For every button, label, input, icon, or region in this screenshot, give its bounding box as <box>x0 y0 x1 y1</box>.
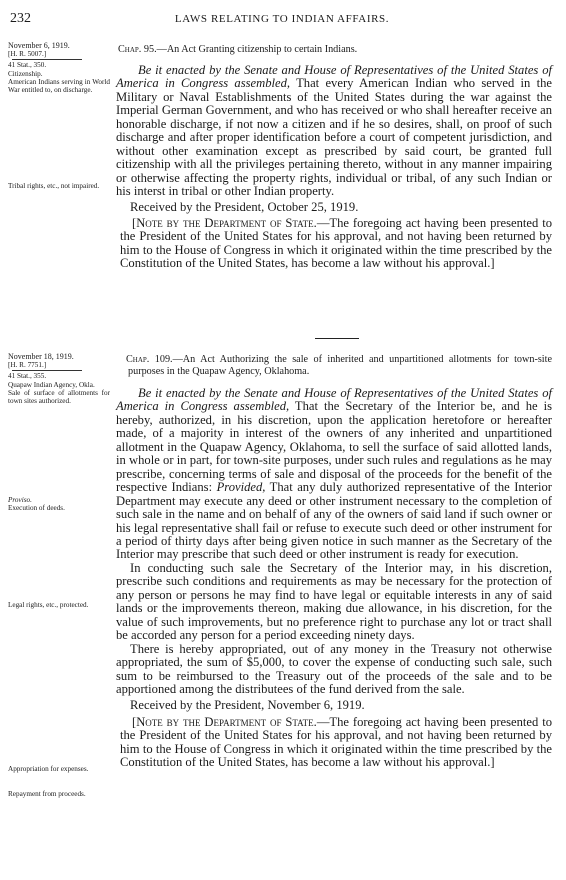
page-number: 232 <box>10 11 31 26</box>
chap109-note-label: [Note by the Department of State. <box>132 714 317 729</box>
chap109-body <box>116 354 552 770</box>
margin-rule <box>12 370 82 371</box>
margin-date: November 18, 1919. <box>8 352 74 361</box>
chap95-state-note <box>116 217 552 271</box>
chap95-note-label: [Note by the Department of State. <box>132 215 317 230</box>
chap109-enacting-clause: Be it enacted by the Senate and House of Representatives of the United States of America in Congress assembled, <box>116 386 552 414</box>
chap95-received: Received by the President, October 25, 1919. <box>130 199 359 214</box>
chap109-text-1: That the Secretary of the Interior be, and he is hereby, authorized, in his discretion, upon the application heretofore or hereafter made, of a majority in interest of the owners of any inherited and unpartitioned allotment in the Quapaw Agency, Oklahoma, to sell the surface of said allotted lands, in whole or in part, for town-site purposes, under such rules and regulations as he may prescribe, concerning terms of sale and disposal of the proceeds for the benefit of the respective Indians: <box>116 399 552 495</box>
margin-note-indians-war: American Indians serving in World War entitled to, on discharge. <box>8 77 110 95</box>
chap95-enacting-clause: Be it enacted by the Senate and House of Representatives of the United States of America in Congress assembled, <box>116 63 552 91</box>
chap109-text-2: That any duly authorized representative of the Interior Department may execute any deed or other instrument necessary to the completion of such sale in the name and on behalf of any of the owners of said land if such owner or his legal representative shall fail or refuse to execute such deed or other instrument for a period of thirty days after being given notice in such manner as the Secretary of the Interior may prescribe that such deed or other instrument is ready for execution. <box>116 480 552 562</box>
margin-note-appropriation: Appropriation for expenses. <box>8 765 89 773</box>
chap109-section-1 <box>116 387 552 562</box>
chap95-section <box>116 64 552 199</box>
running-title: LAWS RELATING TO INDIAN AFFAIRS. <box>174 13 390 25</box>
chap109-section-3: There is hereby appropriated, out of any money in the Treasury not otherwise appropriated, the sum of $5,000, to cover the expense of conducting such sale, such sum to be reimbursed to the Treasury out of the proceeds of the sale and to be apportioned among the distributees of the fund derived from the sale. <box>116 641 552 696</box>
margin-notes-chap109-repayment <box>8 790 110 798</box>
margin-notes-chap109-proviso <box>8 496 110 512</box>
chap109-state-note <box>116 716 552 770</box>
margin-notes-chap109 <box>8 353 110 405</box>
margin-note-legal-rights: Legal rights, etc., protected. <box>8 601 89 609</box>
chap95-text: That every American Indian who served in the Military or Naval Establishments of the United States during the war against the Imperial German Government, and who has received or who shall hereafter receive an honorable discharge, if not now a citizen and if he so desires, shall, on proof of such discharge and after proper identification before a court of competent jurisdiction, and without other examination except as prescribed by said court, be granted full citizenship with all the privileges pertaining thereto, without in any manner impairing or otherwise affecting the property rights, individual or tribal, of any such Indian or his interst in tribal or other Indian property. <box>116 76 552 199</box>
chap95-label: Chap. 95. <box>118 44 157 55</box>
margin-statute: 41 Stat., 350. <box>8 61 47 70</box>
chap95-body <box>116 44 552 271</box>
margin-note-tribal-rights: Tribal rights, etc., not impaired. <box>8 182 100 190</box>
margin-date: November 6, 1919. <box>8 41 70 50</box>
margin-note-sale-authorized: Sale of surface of allotments for town sites authorized. <box>8 388 110 406</box>
margin-bill-number: [H. R. 7751.] <box>8 361 47 370</box>
margin-rule <box>12 59 82 60</box>
chap109-section-2: In conducting such sale the Secretary of the Interior may, in his discretion, prescribe such conditions and requirements as may be necessary for the protection of any person or persons he may find to have legal or equitable interests in any of said lands or the improvements thereon, making due allowance, in his discretion, for the value of such improvements, but no preference right to purchase any lot or tract shall be accorded any person for a period exceeding ninety days. <box>116 560 552 643</box>
chap95-heading <box>116 44 552 56</box>
margin-notes-chap109-legal <box>8 601 110 609</box>
margin-proviso <box>8 496 110 504</box>
chap109-label: Chap. 109. <box>126 354 173 365</box>
margin-notes-chap95 <box>8 42 110 94</box>
margin-notes-chap95-tribal <box>8 182 110 190</box>
chap109-title: —An Act Authorizing the sale of inherited and unpartitioned allotments for town-site purposes in the Quapaw Agency, Oklahoma. <box>128 354 552 377</box>
running-head <box>10 11 554 27</box>
margin-notes-chap109-appropriation <box>8 765 110 773</box>
section-divider <box>315 338 359 339</box>
margin-note-repayment: Repayment from proceeds. <box>8 790 86 798</box>
margin-note-deeds: Execution of deeds. <box>8 504 65 513</box>
margin-proviso-label: Proviso. <box>8 496 32 504</box>
margin-bill-number: [H. R. 5007.] <box>8 50 47 59</box>
margin-note-citizenship: Citizenship. <box>8 69 43 78</box>
chap109-provided: Provided, <box>216 480 266 495</box>
chap95-note-text: —The foregoing act having been presented to the President of the United States for his approval, and not having been returned by him to the House of Congress in which it originated within the time prescribed by the Constitution of the United States, has become a law without his approval.] <box>120 215 552 271</box>
chap109-received: Received by the President, November 6, 1919. <box>130 698 365 713</box>
margin-note-quapaw: Quapaw Indian Agency, Okla. <box>8 380 95 389</box>
margin-statute: 41 Stat., 355. <box>8 372 47 381</box>
chap95-title: —An Act Granting citizenship to certain Indians. <box>156 44 358 55</box>
chap109-heading <box>116 354 552 378</box>
chap109-note-text: —The foregoing act having been presented to the President of the United States for his approval, and not having been returned by him to the House of Congress in which it originated within the time prescribed by the Constitution of the United States, has become a law without his approval.] <box>120 714 552 770</box>
